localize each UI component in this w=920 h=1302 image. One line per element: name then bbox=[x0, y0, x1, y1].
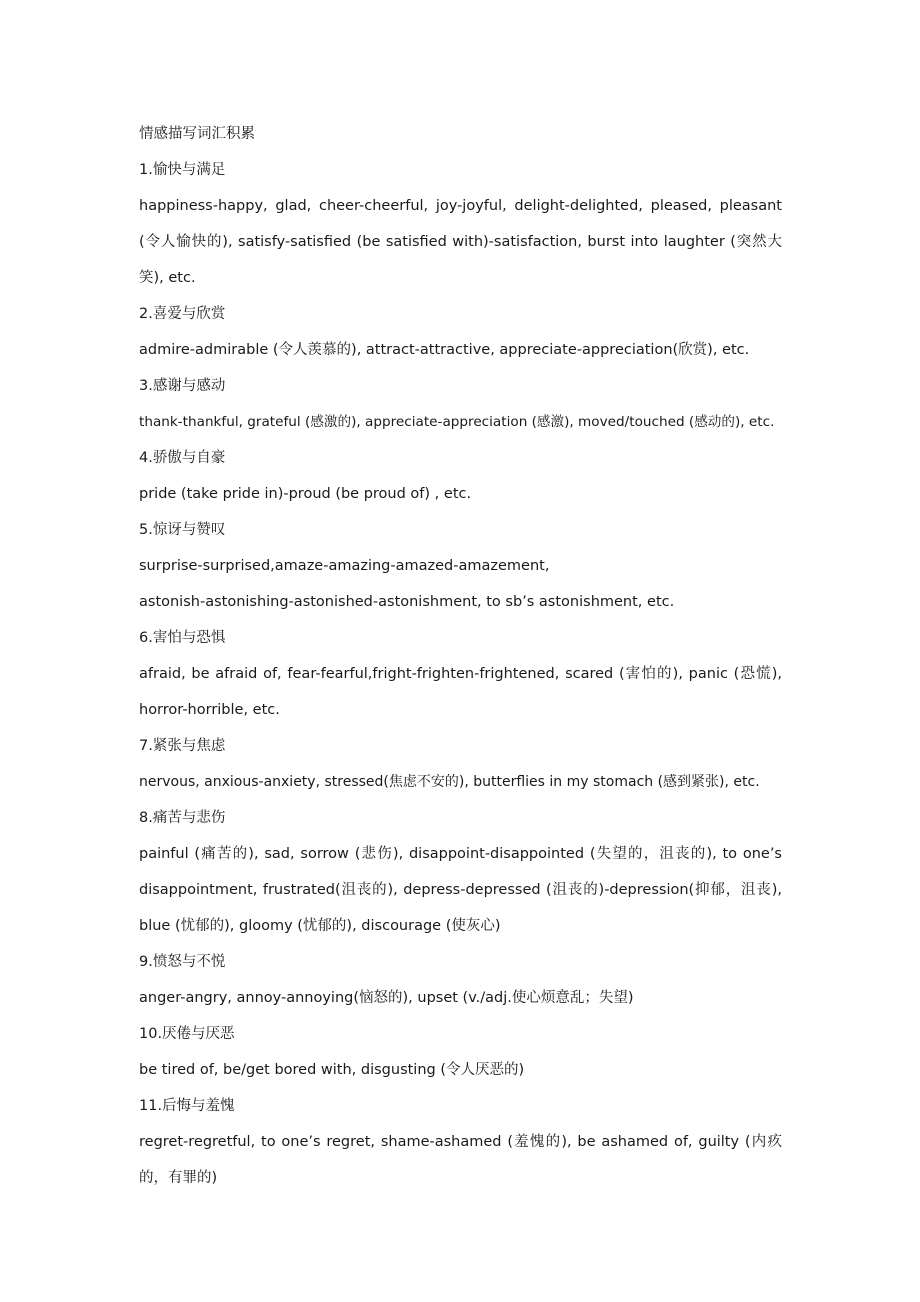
section-heading: 10.厌倦与厌恶 bbox=[139, 1026, 235, 1042]
section-body: surprise-surprised,amaze-amazing-amazed-amazement, bbox=[139, 558, 550, 574]
section-heading: 3.感谢与感动 bbox=[139, 378, 226, 394]
section-heading: 6.害怕与恐惧 bbox=[139, 630, 226, 646]
section-body: pride (take pride in)-proud (be proud of) , etc. bbox=[139, 486, 472, 502]
section-body: anger-angry, annoy-annoying(恼怒的), upset (v./adj.使心烦意乱；失望) bbox=[139, 990, 634, 1006]
section-body: nervous, anxious-anxiety, stressed(焦虑不安的), butterflies in my stomach (感到紧张), etc. bbox=[139, 774, 760, 790]
section-body: happiness-happy, glad, cheer-cheerful, joy-joyful, delight-delighted, pleased, pleasant (令人愉快的), satisfy-satisfied (be satisfied with)-satisfaction, burst into laughter (突然大笑), etc. bbox=[139, 198, 782, 286]
section-body: regret-regretful, to one’s regret, shame-ashamed (羞愧的), be ashamed of, guilty (内疚的，有罪的) bbox=[139, 1134, 782, 1186]
section-body: be tired of, be/get bored with, disgusting (令人厌恶的) bbox=[139, 1062, 525, 1078]
section-body: painful (痛苦的), sad, sorrow (悲伤), disappoint-disappointed (失望的，沮丧的), to one’s disappointment, frustrated(沮丧的), depress-depressed (沮丧的)-depression(抑郁，沮丧), blue (忧郁的), gloomy (忧郁的), discourage (使灰心) bbox=[139, 846, 782, 934]
section-heading: 7.紧张与焦虑 bbox=[139, 738, 226, 754]
section-heading: 9.愤怒与不悦 bbox=[139, 954, 226, 970]
section-heading: 11.后悔与羞愧 bbox=[139, 1098, 235, 1114]
document-page bbox=[139, 116, 782, 1196]
section-body: astonish-astonishing-astonished-astonishment, to sb’s astonishment, etc. bbox=[139, 594, 675, 610]
section-body: thank-thankful, grateful (感激的), appreciate-appreciation (感激), moved/touched (感动的), etc. bbox=[139, 414, 775, 430]
document-title: 情感描写词汇积累 bbox=[139, 126, 255, 142]
section-body: admire-admirable (令人羡慕的), attract-attractive, appreciate-appreciation(欣赏), etc. bbox=[139, 342, 750, 358]
section-heading: 2.喜爱与欣赏 bbox=[139, 306, 226, 322]
section-body: afraid, be afraid of, fear-fearful,fright-frighten-frightened, scared (害怕的), panic (恐慌), horror-horrible, etc. bbox=[139, 666, 782, 718]
section-heading: 4.骄傲与自豪 bbox=[139, 450, 226, 466]
section-heading: 8.痛苦与悲伤 bbox=[139, 810, 226, 826]
section-heading: 1.愉快与满足 bbox=[139, 162, 226, 178]
section-heading: 5.惊讶与赞叹 bbox=[139, 522, 226, 538]
